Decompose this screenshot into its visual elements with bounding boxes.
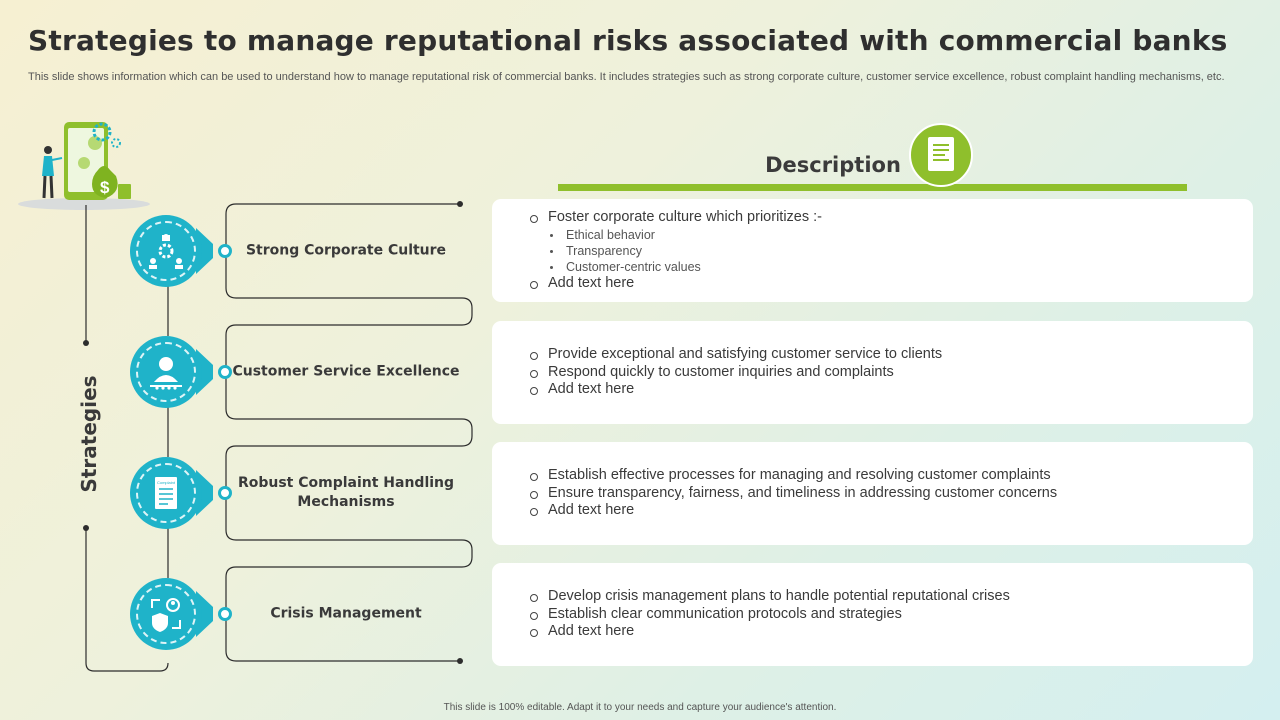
sub-list-item: Ethical behavior: [528, 227, 1253, 243]
strategy-1-label: Strong Corporate Culture: [245, 242, 447, 259]
list-item: Provide exceptional and satisfying customer service to clients: [528, 346, 1253, 364]
list-item: Add text here: [528, 623, 1253, 641]
strategy-2-label: Customer Service Excellence: [232, 363, 460, 380]
strategy-3-description-card: [492, 442, 1253, 545]
strategy-1-circle: [130, 215, 202, 287]
list-item: Add text here: [528, 502, 1253, 520]
strategy-3-node: [218, 486, 232, 500]
strategy-4-circle: [130, 578, 202, 650]
description-heading: Description: [765, 153, 901, 177]
customer-rating-icon: [148, 354, 184, 390]
list-item: Respond quickly to customer inquiries and complaints: [528, 364, 1253, 382]
complaint-document-icon: [148, 475, 184, 511]
slide-footer: This slide is 100% editable. Adapt it to your needs and capture your audience's attention.: [443, 702, 837, 713]
list-item: Ensure transparency, fairness, and timeliness in addressing customer concerns: [528, 485, 1253, 503]
list-item: Foster corporate culture which prioritizes :-: [528, 209, 1253, 227]
strategy-3-label: Robust Complaint Handling Mechanisms: [237, 475, 455, 510]
strategy-4-description-card: [492, 563, 1253, 666]
slide-title: Strategies to manage reputational risks associated with commercial banks: [28, 24, 1228, 57]
list-item: Establish effective processes for managing and resolving customer complaints: [528, 467, 1253, 485]
strategy-2-circle: [130, 336, 202, 408]
strategy-1-description-card: [492, 199, 1253, 302]
list-item: Add text here: [528, 381, 1253, 399]
strategies-label: Strategies: [77, 375, 101, 493]
list-item: Develop crisis management plans to handle potential reputational crises: [528, 588, 1253, 606]
strategy-2-node: [218, 365, 232, 379]
team-gear-icon: [148, 233, 184, 269]
list-item: Add text here: [528, 275, 1253, 293]
strategy-4-label: Crisis Management: [270, 605, 422, 622]
sub-list-item: Transparency: [528, 243, 1253, 259]
strategy-2-description-card: [492, 321, 1253, 424]
strategy-1-node: [218, 244, 232, 258]
list-item: Establish clear communication protocols and strategies: [528, 606, 1253, 624]
strategy-3-circle: [130, 457, 202, 529]
sub-list-item: Customer-centric values: [528, 259, 1253, 275]
illustration-currency-symbol: $: [100, 178, 110, 197]
complaint-icon-text: Complaint: [156, 480, 176, 485]
slide-subtitle: This slide shows information which can be used to understand how to manage reputational risk of commercial banks. It includes strategies such as strong corporate culture, customer service excellence, robust complaint handling mechanisms, etc.: [28, 71, 1225, 83]
strategy-4-node: [218, 607, 232, 621]
crisis-shield-icon: [148, 596, 184, 632]
